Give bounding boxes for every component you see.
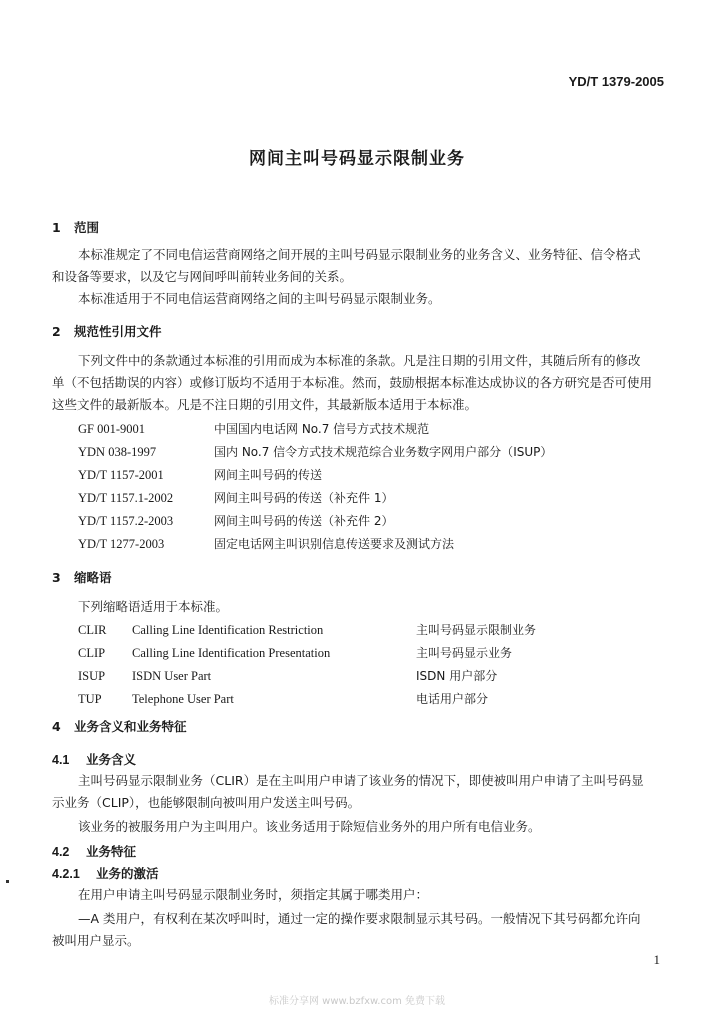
section-title: 缩略语	[74, 570, 112, 585]
section-number: 3	[52, 570, 61, 585]
abbreviation-english: Telephone User Part	[132, 692, 234, 706]
paragraph-text: 主叫号码显示限制业务（CLIR）是在主叫用户申请了该业务的情况下，即使被叫用户申请了主叫号码显示业务（CLIP），也能够限制向被叫用户发送主叫号码。	[52, 773, 644, 810]
section-title: 规范性引用文件	[74, 324, 162, 339]
section-4-1-paragraph-2	[52, 816, 652, 838]
abbreviation-english: Calling Line Identification Restriction	[132, 623, 324, 637]
section-number: 1	[52, 220, 61, 235]
reference-row	[78, 466, 322, 483]
section-title: 业务特征	[86, 844, 137, 859]
reference-title: 网间主叫号码的传送	[214, 468, 323, 482]
reference-code: YD/T 1157.1-2002	[78, 491, 174, 505]
reference-title: 国内 No.7 信令方式技术规范综合业务数字网用户部分（ISUP）	[214, 445, 553, 459]
abbreviation-row	[78, 644, 512, 661]
section-number: 4	[52, 719, 61, 734]
section-4-2-heading	[52, 842, 136, 860]
section-2-heading	[52, 322, 162, 340]
reference-title: 网间主叫号码的传送（补充件 2）	[214, 514, 394, 528]
section-4-2-1-paragraph-2	[52, 908, 652, 952]
abbreviation-chinese: ISDN 用户部分	[416, 669, 498, 683]
paragraph-text: 下列缩略语适用于本标准。	[78, 599, 229, 614]
watermark: 标准分享网 www.bzfxw.com 免费下载	[269, 996, 445, 1007]
reference-code: YD/T 1277-2003	[78, 537, 165, 551]
reference-row	[78, 489, 393, 506]
reference-row	[78, 443, 552, 460]
reference-title: 中国国内电话网 No.7 信号方式技术规范	[214, 422, 430, 436]
section-1-heading	[52, 218, 99, 236]
reference-title: 网间主叫号码的传送（补充件 1）	[214, 491, 394, 505]
section-3-intro	[52, 596, 652, 618]
section-4-2-1-paragraph-1	[52, 884, 652, 906]
section-1-paragraph-1	[52, 244, 652, 288]
section-4-1-paragraph-1	[52, 770, 652, 814]
section-number: 4.2.1	[52, 867, 80, 881]
abbreviation-code: CLIP	[78, 646, 106, 660]
reference-code: GF 001-9001	[78, 422, 146, 436]
section-3-heading	[52, 568, 112, 586]
reference-row	[78, 512, 393, 529]
abbreviation-row	[78, 621, 536, 638]
section-number: 4.2	[52, 845, 70, 859]
abbreviation-code: CLIR	[78, 623, 107, 637]
reference-row	[78, 535, 454, 552]
abbreviation-chinese: 主叫号码显示限制业务	[416, 623, 537, 637]
section-title: 业务含义	[86, 752, 137, 767]
section-title: 范围	[74, 220, 100, 235]
document-title: 网间主叫号码显示限制业务	[249, 149, 465, 169]
paragraph-text: —A 类用户，有权利在某次呼叫时，通过一定的操作要求限制显示其号码。一般情况下其号码都允许向被叫用户显示。	[52, 911, 641, 948]
abbreviation-english: ISDN User Part	[132, 669, 212, 683]
reference-code: YD/T 1157-2001	[78, 468, 164, 482]
section-number: 2	[52, 324, 61, 339]
section-4-2-1-heading	[52, 864, 159, 882]
abbreviation-code: TUP	[78, 692, 102, 706]
abbreviation-chinese: 主叫号码显示业务	[416, 646, 513, 660]
paragraph-text: 该业务的被服务用户为主叫用户。该业务适用于除短信业务外的用户所有电信业务。	[78, 819, 541, 834]
standard-number: YD/T 1379-2005	[568, 74, 664, 89]
abbreviation-chinese: 电话用户部分	[416, 692, 489, 706]
abbreviation-code: ISUP	[78, 669, 106, 683]
section-2-paragraph-1	[52, 350, 652, 416]
reference-code: YD/T 1157.2-2003	[78, 514, 174, 528]
section-4-1-heading	[52, 750, 136, 768]
page-number: 1	[653, 952, 660, 967]
paragraph-text: 下列文件中的条款通过本标准的引用而成为本标准的条款。凡是注日期的引用文件，其随后所有的修改单（不包括勘误的内容）或修订版均不适用于本标准。然而，鼓励根据本标准达成协议的各方研究是否可使用这些文件的最新版本。凡是不注日期的引用文件，其最新版本适用于本标准。	[52, 353, 653, 412]
scan-speck	[6, 880, 9, 883]
section-1-paragraph-2	[52, 288, 652, 310]
paragraph-text: 本标准规定了不同电信运营商网络之间开展的主叫号码显示限制业务的业务含义、业务特征、信令格式和设备等要求，以及它与网间呼叫前转业务间的关系。	[52, 247, 641, 284]
section-4-heading	[52, 717, 187, 735]
section-title: 业务含义和业务特征	[74, 719, 187, 734]
abbreviation-english: Calling Line Identification Presentation	[132, 646, 331, 660]
paragraph-text: 在用户申请主叫号码显示限制业务时，须指定其属于哪类用户：	[78, 887, 429, 902]
section-number: 4.1	[52, 753, 70, 767]
reference-code: YDN 038-1997	[78, 445, 157, 459]
paragraph-text: 本标准适用于不同电信运营商网络之间的主叫号码显示限制业务。	[78, 291, 441, 306]
abbreviation-row	[78, 667, 497, 684]
reference-title: 固定电话网主叫识别信息传送要求及测试方法	[214, 537, 455, 551]
reference-row	[78, 420, 429, 437]
abbreviation-row	[78, 690, 488, 707]
section-title: 业务的激活	[96, 866, 159, 881]
